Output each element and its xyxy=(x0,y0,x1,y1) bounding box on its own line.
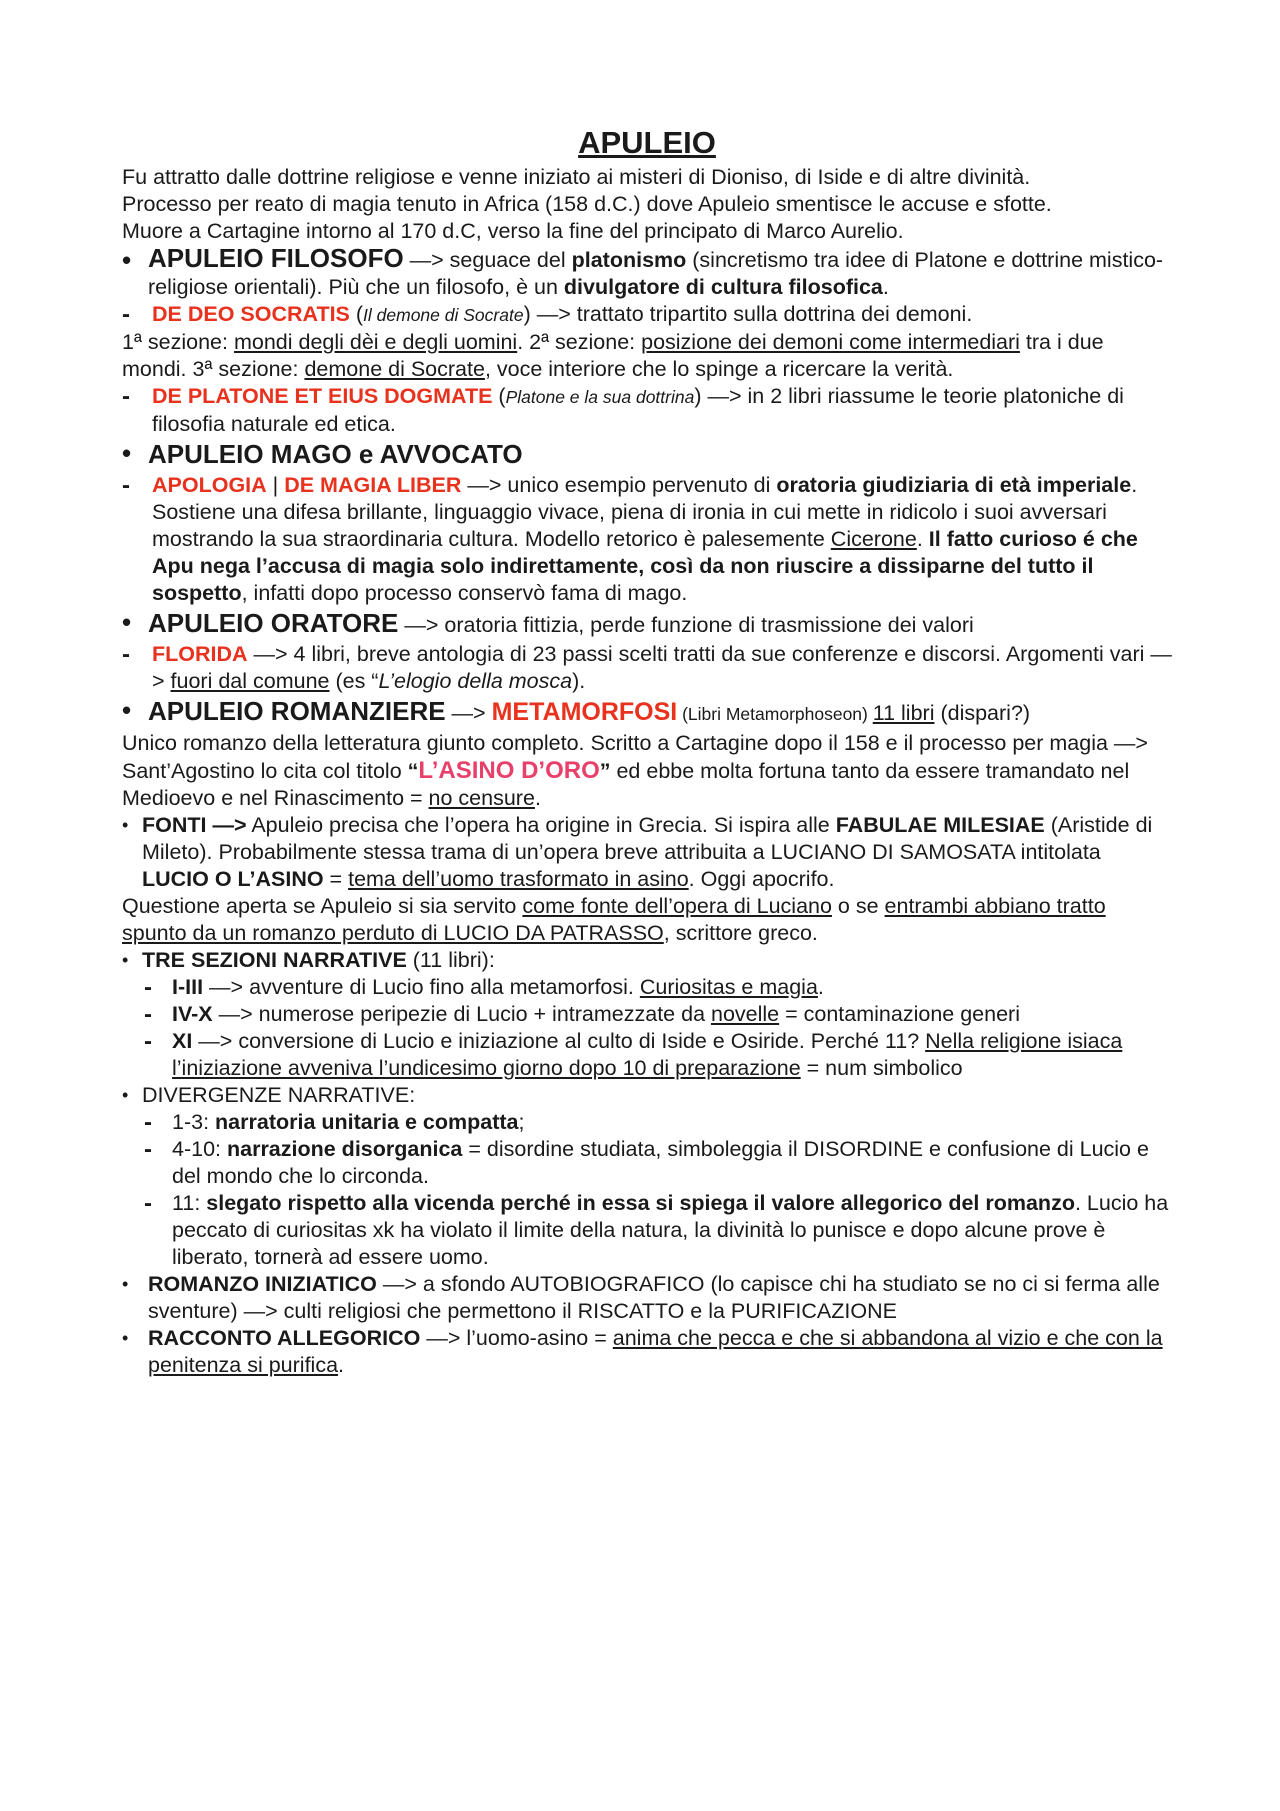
intro-line-3: Muore a Cartagine intorno al 170 d.C, verso la fine del principato di Marco Aurelio. xyxy=(122,219,904,243)
text-span: —> seguace del xyxy=(403,248,572,272)
text-span: , infatti dopo processo conservò fama di mago. xyxy=(241,581,688,605)
text-span: (dispari?) xyxy=(934,701,1031,725)
heading-filosofo: APULEIO FILOSOFO xyxy=(148,243,404,273)
item-fonti xyxy=(122,812,1172,893)
dash-marker: - xyxy=(144,1109,152,1136)
bold-span: slegato rispetto alla vicenda perché in essa si spiega il valore allegorico del romanzo xyxy=(206,1191,1075,1215)
bullet-marker: • xyxy=(122,245,132,275)
text-span: 1ª sezione: xyxy=(122,330,234,354)
work-title-metamorfosi: METAMORFOSI xyxy=(491,698,678,726)
text-span: —> unico esempio pervenuto di xyxy=(461,473,777,497)
work-title-apologia: APOLOGIA xyxy=(152,473,267,497)
quote-mark: ” xyxy=(599,759,611,783)
text-span: Apuleio precisa che l’opera ha origine in Grecia. Si ispira alle xyxy=(246,813,836,837)
item-tre-sezioni xyxy=(122,947,1172,974)
text-span: —> oratoria fittizia, perde funzione di trasmissione dei valori xyxy=(398,613,974,637)
underline-span: entrambi abbiano tratto spunto da un romanzo perduto di LUCIO DA PATRASSO xyxy=(122,894,1106,945)
dash-marker: - xyxy=(144,974,152,1001)
underline-span: mondi degli dèi e degli uomini xyxy=(233,330,518,354)
underline-span: Curiositas e magia xyxy=(639,975,818,999)
mago-text xyxy=(148,438,1172,472)
bold-span: RACCONTO ALLEGORICO xyxy=(148,1326,421,1350)
sezioni-paragraph xyxy=(122,329,1172,383)
section-mago xyxy=(122,438,1172,472)
bold-span: FABULAE MILESIAE xyxy=(835,813,1045,837)
work-title-de-deo: DE DEO SOCRATIS xyxy=(152,302,350,326)
text-span: (Aristide di Mileto). Probabilmente stessa trama di un’opera breve attribuita a LUCIANO DI SAMOSATA intitolata xyxy=(142,813,1153,864)
text-span: = num simbolico xyxy=(800,1056,963,1080)
text-span: ed ebbe molta fortuna tanto da essere tramandato nel Medioevo e nel Rinascimento = xyxy=(122,759,1130,810)
sub-item-text xyxy=(172,974,1172,1001)
heading-romanziere: APULEIO ROMANZIERE xyxy=(148,696,446,726)
work-title-asino-doro: L’ASINO D’ORO xyxy=(418,757,600,784)
bullet-marker: • xyxy=(122,1328,129,1348)
italic-span: Platone e la sua dottrina xyxy=(505,387,695,407)
bold-span: oratoria giudiziaria di età imperiale xyxy=(776,473,1132,497)
text-span: Unico romanzo della letteratura giunto completo. Scritto a Cartagine dopo il 158 e il processo per magia —> Sant’Agostino lo cita col titolo xyxy=(122,731,1148,783)
item-de-deo-socratis xyxy=(122,301,1172,329)
bold-span: Il fatto curioso é che Apu nega l’accusa di magia solo indirettamente, così da non riuscire a dissiparne del tutto il sospetto xyxy=(152,527,1138,605)
intro-line-1: Fu attratto dalle dottrine religiose e venne iniziato ai misteri di Dioniso, di Iside e di altre divinità. xyxy=(122,165,1031,189)
sub-item-text xyxy=(172,1190,1172,1271)
text-span: —> 4 libri, breve antologia di 23 passi scelti tratti da sue conferenze e discorsi. Argomenti vari —> xyxy=(152,642,1172,693)
page-title: APULEIO xyxy=(578,125,716,160)
item-apologia xyxy=(122,472,1172,607)
bullet-marker: • xyxy=(122,695,132,725)
item-racconto-allegorico xyxy=(122,1325,1172,1379)
text-span: 1-3: xyxy=(172,1110,216,1134)
bold-span: I-III xyxy=(172,975,204,999)
text-span: ) —> trattato tripartito sulla dottrina dei demoni. xyxy=(523,302,973,326)
italic-span: Il demone di Socrate xyxy=(363,305,524,325)
bold-span: TRE SEZIONI NARRATIVE xyxy=(142,948,407,972)
item-de-platone xyxy=(122,383,1172,438)
bullet-marker: • xyxy=(122,1274,129,1294)
bold-span: divulgatore di cultura filosofica xyxy=(563,275,883,299)
work-title-florida: FLORIDA xyxy=(152,642,248,666)
text-span: = xyxy=(323,867,349,891)
text-span: = contaminazione generi xyxy=(779,1002,1020,1026)
text-span: . xyxy=(817,975,824,999)
text-span: ). xyxy=(572,669,586,693)
text-span: ( xyxy=(492,384,506,408)
bullet-marker: • xyxy=(122,1085,129,1105)
text-span: —> l’uomo-asino = xyxy=(420,1326,613,1350)
dash-marker: - xyxy=(144,1190,152,1217)
text-span: . Lucio ha peccato di curiositas xk ha violato il limite della natura, la divinità lo punisce e dopo alcune prove è liberato, tornerà ad essere uomo. xyxy=(172,1191,1169,1269)
underline-span: tema dell’uomo trasformato in asino xyxy=(348,867,689,891)
dash-marker: - xyxy=(144,1001,152,1028)
dash-marker: - xyxy=(122,472,130,499)
bold-span: LUCIO O L’ASINO xyxy=(142,867,324,891)
document-page xyxy=(122,124,1172,1379)
small-span: (Libri Metamorphoseon) xyxy=(677,704,873,724)
text-span: 11: xyxy=(172,1191,207,1215)
intro-line-2: Processo per reato di magia tenuto in Africa (158 d.C.) dove Apuleio smentisce le accuse e sfotte. xyxy=(122,192,1052,216)
bullet-marker: • xyxy=(122,607,132,637)
text-span: —> conversione di Lucio e iniziazione al culto di Iside e Osiride. Perché 11? xyxy=(192,1029,926,1053)
text-span: . Oggi apocrifo. xyxy=(688,867,835,891)
text-span: . xyxy=(534,786,541,810)
sub-item-text xyxy=(172,1136,1172,1190)
text-span: . xyxy=(916,527,929,551)
allegorico-text xyxy=(148,1325,1172,1379)
text-span: 4-10: xyxy=(172,1137,227,1161)
work-title-de-platone: DE PLATONE ET EIUS DOGMATE xyxy=(152,384,493,408)
bold-span: platonismo xyxy=(571,248,687,272)
underline-span: Cicerone xyxy=(830,527,917,551)
text-span: , voce interiore che lo spinge a ricercare la verità. xyxy=(484,357,954,381)
text-span: tra i due mondi. 3ª sezione: xyxy=(122,330,1104,381)
dash-marker: - xyxy=(144,1028,152,1055)
de-deo-text xyxy=(152,301,1172,329)
text-span: —> avventure di Lucio fino alla metamorfosi. xyxy=(203,975,640,999)
fonti-text xyxy=(142,812,1172,893)
sub-item-1-3 xyxy=(122,1109,1172,1136)
text-span: (11 libri): xyxy=(406,948,495,972)
underline-span: come fonte dell’opera di Luciano xyxy=(522,894,832,918)
bold-span: FONTI —> xyxy=(142,813,247,837)
text-span: —> numerose peripezie di Lucio + intramezzate da xyxy=(212,1002,711,1026)
sub-item-11 xyxy=(122,1190,1172,1271)
text-span: o se xyxy=(831,894,885,918)
dash-marker: - xyxy=(122,383,130,410)
dash-marker: - xyxy=(122,641,130,668)
sub-item-xi xyxy=(122,1028,1172,1082)
romanziere-text xyxy=(148,695,1172,730)
underline-span: novelle xyxy=(711,1002,780,1026)
filosofo-text xyxy=(148,245,1172,301)
dash-marker: - xyxy=(122,301,130,328)
sub-item-text xyxy=(172,1109,1172,1136)
work-title-de-magia: DE MAGIA LIBER xyxy=(284,473,462,497)
text-span: . xyxy=(338,1353,345,1377)
bullet-marker: • xyxy=(122,438,132,468)
quote-mark: “ xyxy=(407,759,419,783)
underline-span: posizione dei demoni come intermediari xyxy=(641,330,1020,354)
oratore-text xyxy=(148,607,1172,641)
questione-paragraph xyxy=(122,893,1172,947)
underline-span: fuori dal comune xyxy=(170,669,330,693)
text-span: ) —> in 2 libri riassume le teorie platoniche di filosofia naturale ed etica. xyxy=(152,384,1124,436)
bold-span: narrazione disorganica xyxy=(226,1137,463,1161)
apologia-text xyxy=(152,472,1172,607)
sub-item-text xyxy=(172,1028,1172,1082)
text-span: (es “ xyxy=(329,669,379,693)
text-span: ( xyxy=(349,302,364,326)
section-oratore xyxy=(122,607,1172,641)
bold-span: IV-X xyxy=(172,1002,213,1026)
florida-text xyxy=(152,641,1172,695)
item-divergenze xyxy=(122,1082,1172,1109)
text-span: , scrittore greco. xyxy=(663,921,818,945)
bold-span: XI xyxy=(172,1029,193,1053)
underline-span: Nella religione isiaca l’iniziazione avveniva l’undicesimo giorno dopo 10 di preparazione xyxy=(172,1029,1123,1080)
text-span: Questione aperta se Apuleio si sia servito xyxy=(122,894,523,918)
text-span: ; xyxy=(518,1110,525,1134)
text-span: = disordine studiata, simboleggia il DISORDINE e confusione di Lucio e del mondo che lo circonda. xyxy=(172,1137,1149,1188)
bold-span: narratoria unitaria e compatta xyxy=(215,1110,519,1134)
section-romanziere xyxy=(122,695,1172,730)
bold-span: ROMANZO INIZIATICO xyxy=(148,1272,377,1296)
italic-span: L’elogio della mosca xyxy=(378,669,573,693)
romanzo-paragraph xyxy=(122,730,1172,812)
iniziatico-text xyxy=(148,1271,1172,1325)
text-span: . Sostiene una difesa brillante, linguaggio vivace, piena di ironia in cui mette in ridicolo i suoi avversari mostrando la sua straordinaria cultura. Modello retorico è palesemente xyxy=(152,473,1138,551)
sub-item-iv-x xyxy=(122,1001,1172,1028)
text-span: . xyxy=(882,275,889,299)
heading-mago: APULEIO MAGO e AVVOCATO xyxy=(148,439,523,469)
separator: | xyxy=(266,473,285,497)
underline-span: no censure xyxy=(428,786,535,810)
de-platone-text xyxy=(152,383,1172,438)
item-romanzo-iniziatico xyxy=(122,1271,1172,1325)
underline-span: anima che pecca e che si abbandona al vizio e che con la penitenza si purifica xyxy=(148,1326,1163,1377)
sub-item-i-iii xyxy=(122,974,1172,1001)
item-florida xyxy=(122,641,1172,695)
bullet-marker: • xyxy=(122,950,129,970)
text-span: (sincretismo tra idee di Platone e dottrine mistico-religiose orientali). Più che un filosofo, è un xyxy=(148,248,1164,299)
sub-item-text xyxy=(172,1001,1172,1028)
heading-oratore: APULEIO ORATORE xyxy=(148,608,399,638)
dash-marker: - xyxy=(144,1136,152,1163)
section-filosofo xyxy=(122,245,1172,301)
underline-span: demone di Socrate xyxy=(304,357,485,381)
divergenze-head: DIVERGENZE NARRATIVE: xyxy=(142,1083,416,1107)
text-span: —> a sfondo AUTOBIOGRAFICO (lo capisce chi ha studiato se no ci si ferma alle sventure) —> culti religiosi che permettono il RISCATTO e la PURIFICAZIONE xyxy=(148,1272,1160,1323)
underline-span: 11 libri xyxy=(872,701,935,725)
sub-item-4-10 xyxy=(122,1136,1172,1190)
bullet-marker: • xyxy=(122,815,129,835)
text-span: —> xyxy=(445,701,492,725)
text-span: . 2ª sezione: xyxy=(517,330,642,354)
tre-sezioni-text xyxy=(142,947,1172,974)
